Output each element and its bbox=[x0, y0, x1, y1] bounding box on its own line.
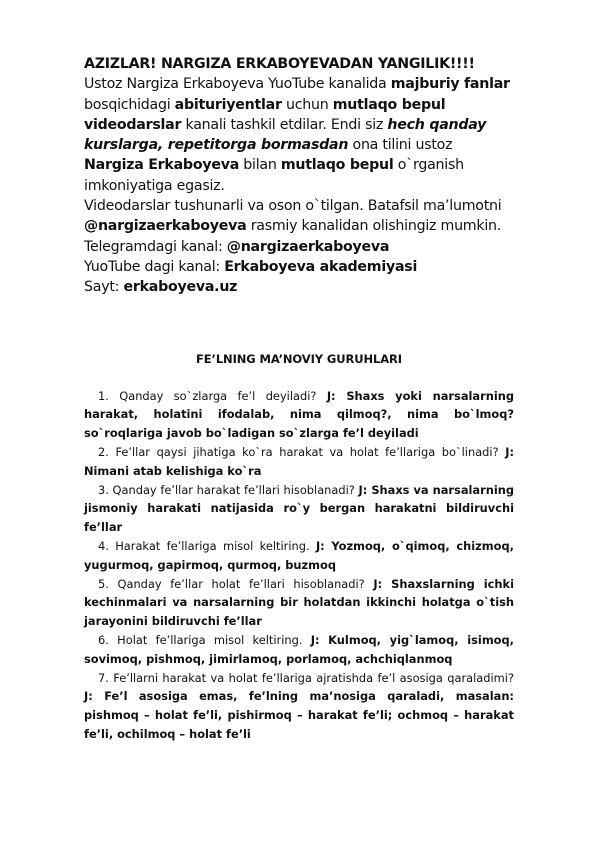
answer-text: J: Yozmoq, o`qimoq, chizmoq, yugurmoq, gapirmoq, qurmoq, buzmoq bbox=[84, 538, 514, 572]
question-item bbox=[84, 575, 514, 631]
answer-text: J: Nimani atab kelishiga ko`ra bbox=[84, 444, 514, 478]
question-text: 5. Qanday fe’llar holat fe’llari hisoblanadi? bbox=[98, 576, 374, 591]
answer-text: J: Shaxslarning ichki kechinmalari va narsalarning bir holatdan ikkinchi holatga o`tish jarayonini bildiruvchi fe’llar bbox=[84, 576, 514, 629]
question-item bbox=[84, 631, 514, 669]
telegram-channel: @nargizaerkaboyeva bbox=[226, 238, 390, 255]
answer-text: J: Shaxs va narsalarning jismoniy harakati natijasida ro`y bergan harakatni bildiruvchi fe’llar bbox=[84, 482, 514, 535]
youtube-line: YuoTube dagi kanal: Erkaboyeva akademiyasi bbox=[84, 258, 418, 275]
answer-text: J: Fe’l asosiga emas, fe’lning ma’nosiga qaraladi, masalan: pishmoq – holat fe’li, pishirmoq – harakat fe’li; ochmoq – harakat fe’li, ochilmoq – holat fe’li bbox=[84, 689, 514, 741]
question-text: 2. Fe’llar qaysi jihatiga ko`ra harakat va holat fe’llariga bo`linadi? bbox=[98, 444, 506, 459]
question-text: 1. Qanday so`zlarga fe’l deyiladi? bbox=[98, 388, 327, 403]
announcement-paragraph: Ustoz Nargiza Erkaboyeva YuoTube kanalida majburiy fanlar bosqichidagi abituriyentlar uchun mutlaqo bepul videodarslar kanali tashkil etdilar. Endi siz hech qanday kurslarga, repetitorga bormasdan ona tilini ustoz Nargiza Erkaboyeva bilan mutlaqo bepul o`rganish imkoniyatiga egasiz. bbox=[84, 76, 510, 194]
channel-handle: @nargizaerkaboyeva bbox=[84, 218, 247, 235]
answer-text: J: Kulmoq, yig`lamoq, isimoq, sovimoq, pishmoq, jimirlamoq, porlamoq, achchiqlanmoq bbox=[84, 632, 514, 666]
answer-text: J: Shaxs yoki narsalarning harakat, holatini ifodalab, nima qilmoq?, nima bo`lmoq? so`roqlariga javob bo`ladigan so`zlarga fe’l deyiladi bbox=[84, 388, 514, 441]
question-text: 4. Harakat fe’llariga misol keltiring. bbox=[98, 538, 316, 553]
site-line: Sayt: erkaboyeva.uz bbox=[84, 279, 238, 296]
site-link: erkaboyeva.uz bbox=[123, 279, 238, 296]
youtube-channel: Erkaboyeva akademiyasi bbox=[224, 258, 418, 275]
question-item bbox=[84, 669, 514, 744]
question-item bbox=[84, 537, 514, 575]
announcement bbox=[84, 54, 514, 298]
announcement-heading: AZIZLAR! NARGIZA ERKABOYEVADAN YANGILIK!!!! bbox=[84, 56, 475, 72]
question-item bbox=[84, 443, 514, 481]
question-item bbox=[84, 387, 514, 443]
telegram-line: Telegramdagi kanal: @nargizaerkaboyeva bbox=[84, 238, 390, 255]
document-page bbox=[84, 54, 514, 744]
question-text: 7. Fe’llarni harakat va holat fe’llariga ajratishda fe’l asosiga qaraladimi? bbox=[98, 670, 514, 685]
announcement-details: Videodarslar tushunarli va oson o`tilgan. Batafsil ma’lumotni @nargizaerkaboyeva rasmiy kanalidan olishingiz mumkin. bbox=[84, 198, 502, 235]
question-text: 6. Holat fe’llariga misol keltiring. bbox=[98, 632, 311, 647]
question-item bbox=[84, 481, 514, 537]
section-title: FE’LNING MA’NOVIY GURUHLARI bbox=[196, 351, 402, 366]
question-text: 3. Qanday fe’llar harakat fe’llari hisoblanadi? bbox=[98, 482, 359, 497]
question-list bbox=[84, 387, 514, 744]
